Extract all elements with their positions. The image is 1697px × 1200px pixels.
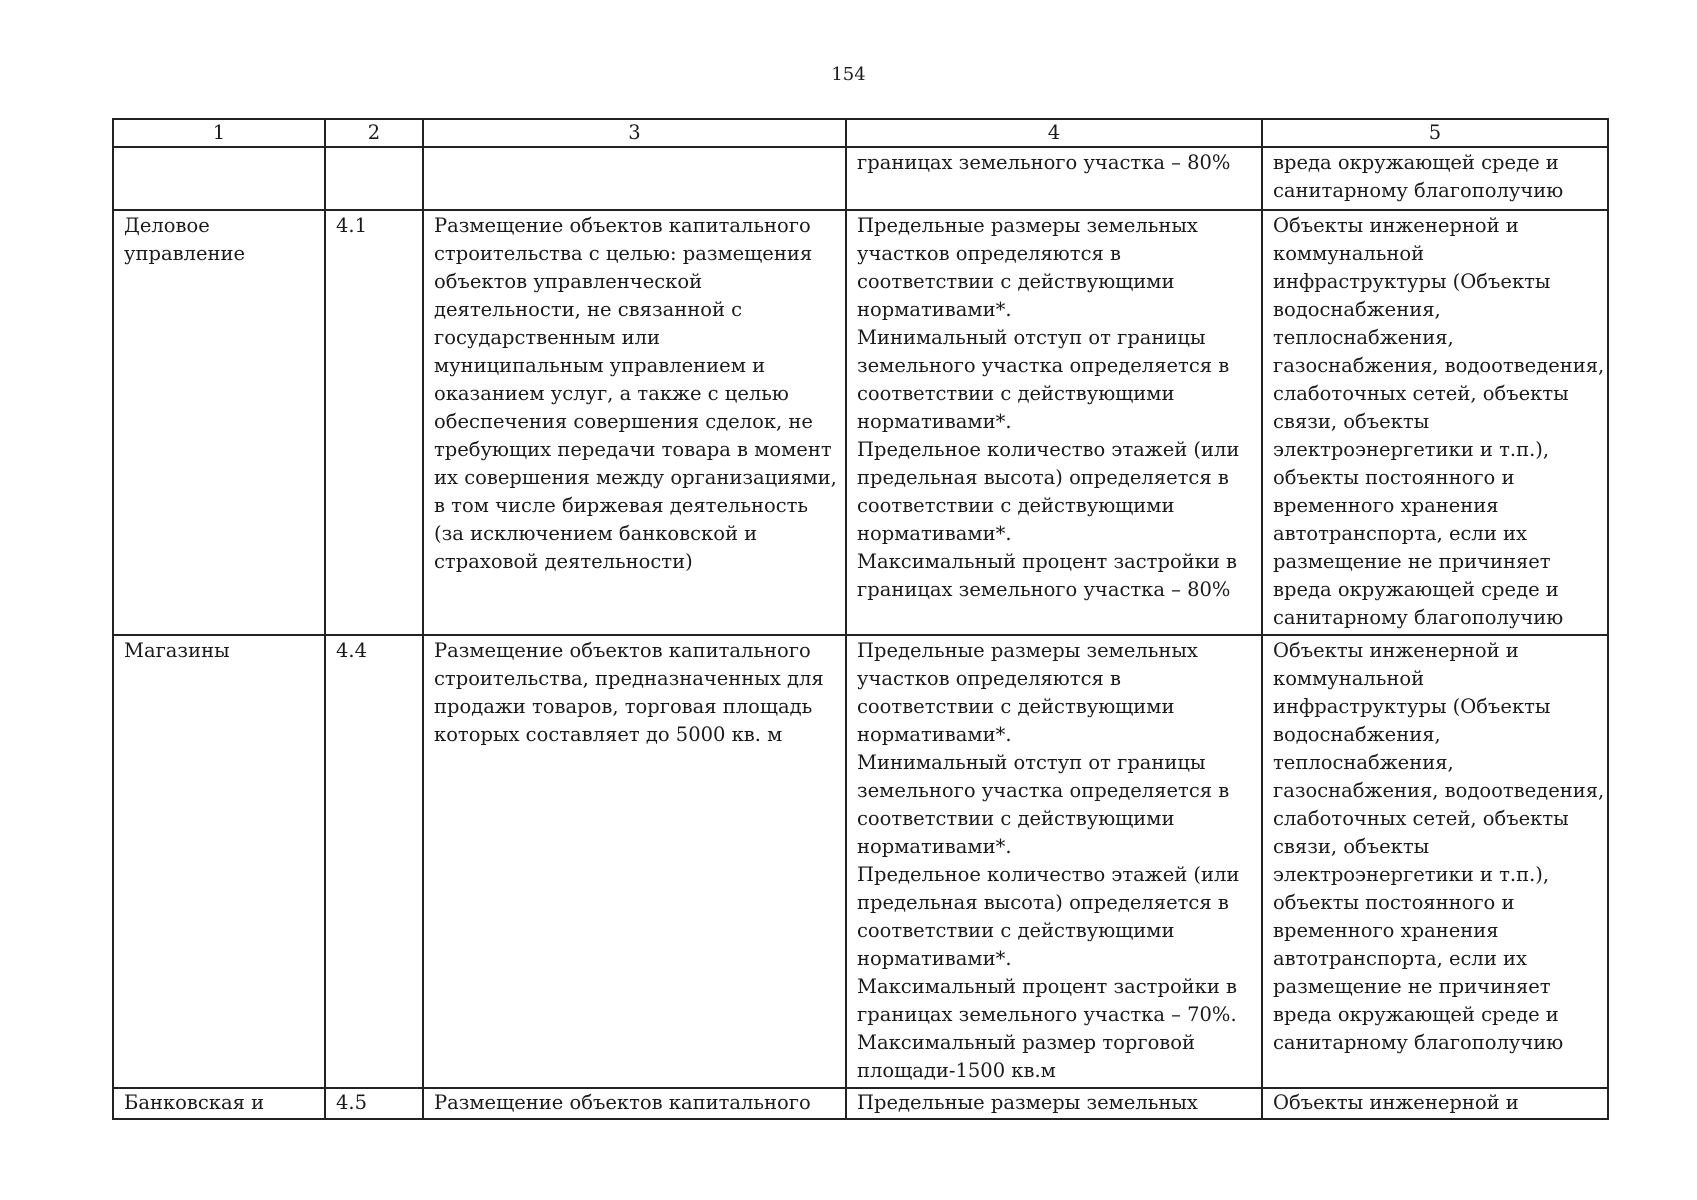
column-header: 4: [846, 119, 1262, 147]
cell-text-line: государственным или: [434, 326, 660, 349]
cell-text-line: строительства с целью: размещения: [434, 242, 813, 265]
cell-text-line: слаботочных сетей, объекты: [1273, 382, 1569, 405]
cell-text-line: коммунальной: [1273, 667, 1425, 690]
table-row: [113, 147, 1608, 210]
cell-text-line: нормативами*.: [857, 410, 1012, 433]
cell-text-line: продажи товаров, торговая площадь: [434, 695, 813, 718]
conditions-cell: [1262, 635, 1608, 1088]
cell-text-line: участков определяются в: [857, 242, 1121, 265]
cell-text-line: автотранспорта, если их: [1273, 522, 1528, 545]
use-name-cell: [113, 147, 325, 210]
table-header-row: [113, 119, 1608, 147]
cell-text-line: соответствии с действующими: [857, 919, 1175, 942]
code-cell: [325, 147, 423, 210]
code-cell: 4.1: [325, 210, 423, 635]
cell-text-line: Деловое: [124, 214, 210, 237]
cell-text-line: нормативами*.: [857, 835, 1012, 858]
parameters-cell: [846, 210, 1262, 635]
cell-text-line: коммунальной: [1273, 242, 1425, 265]
cell-text-line: предельная высота) определяется в: [857, 466, 1229, 489]
cell-text-line: Предельное количество этажей (или: [857, 438, 1240, 461]
cell-text-line: электроэнергетики и т.п.),: [1273, 438, 1550, 461]
description-cell: [423, 147, 846, 210]
table-row: [113, 635, 1608, 1088]
cell-text-line: Размещение объектов капитального: [434, 639, 811, 662]
cell-text-line: которых составляет до 5000 кв. м: [434, 723, 783, 746]
cell-text-line: соответствии с действующими: [857, 695, 1175, 718]
cell-text-line: Минимальный отступ от границы: [857, 751, 1206, 774]
cell-text-line: вреда окружающей среде и: [1273, 151, 1559, 174]
cell-text-line: (за исключением банковской и: [434, 522, 758, 545]
description-cell: [423, 210, 846, 635]
cell-text-line: Минимальный отступ от границы: [857, 326, 1206, 349]
column-header: 3: [423, 119, 846, 147]
cell-text-line: земельного участка определяется в: [857, 779, 1230, 802]
cell-text-line: соответствии с действующими: [857, 382, 1175, 405]
conditions-cell: [1262, 1088, 1608, 1119]
cell-text-line: в том числе биржевая деятельность: [434, 494, 809, 517]
cell-text-line: инфраструктуры (Объекты: [1273, 695, 1551, 718]
column-header: 5: [1262, 119, 1608, 147]
cell-text-line: соответствии с действующими: [857, 494, 1175, 517]
cell-text-line: водоснабжения,: [1273, 298, 1441, 321]
table-row: [113, 210, 1608, 635]
cell-text-line: соответствии с действующими: [857, 270, 1175, 293]
cell-text-line: вреда окружающей среде и: [1273, 1003, 1559, 1026]
use-name-cell: [113, 635, 325, 1088]
cell-text-line: санитарному благополучию: [1273, 179, 1564, 202]
cell-text-line: связи, объекты: [1273, 410, 1430, 433]
cell-text-line: Максимальный размер торговой: [857, 1031, 1196, 1054]
description-cell: [423, 635, 846, 1088]
cell-text-line: оказанием услуг, а также с целью: [434, 382, 789, 405]
cell-text-line: страховой деятельности): [434, 550, 693, 573]
cell-text-line: строительства, предназначенных для: [434, 667, 824, 690]
cell-text-line: Максимальный процент застройки в: [857, 550, 1238, 573]
conditions-cell: [1262, 147, 1608, 210]
cell-text-line: участков определяются в: [857, 667, 1121, 690]
cell-text-line: слаботочных сетей, объекты: [1273, 807, 1569, 830]
column-header: 2: [325, 119, 423, 147]
cell-text-line: санитарному благополучию: [1273, 606, 1564, 629]
cell-text-line: площади-1500 кв.м: [857, 1059, 1056, 1082]
table-row: [113, 1088, 1608, 1119]
cell-text-line: границах земельного участка – 70%.: [857, 1003, 1237, 1026]
cell-text-line: электроэнергетики и т.п.),: [1273, 863, 1550, 886]
cell-text-line: теплоснабжения,: [1273, 326, 1454, 349]
cell-text-line: нормативами*.: [857, 522, 1012, 545]
cell-text-line: теплоснабжения,: [1273, 751, 1454, 774]
parameters-cell: [846, 1088, 1262, 1119]
cell-text-line: земельного участка определяется в: [857, 354, 1230, 377]
cell-text-line: вреда окружающей среде и: [1273, 578, 1559, 601]
cell-text-line: Максимальный процент застройки в: [857, 975, 1238, 998]
cell-text-line: нормативами*.: [857, 723, 1012, 746]
cell-text-line: границах земельного участка – 80%: [857, 578, 1231, 601]
cell-text-line: Объекты инженерной и: [1273, 214, 1519, 237]
cell-text-line: нормативами*.: [857, 947, 1012, 970]
description-cell: [423, 1088, 846, 1119]
cell-text-line: соответствии с действующими: [857, 807, 1175, 830]
regulations-table: [112, 118, 1609, 1120]
cell-text-line: Объекты инженерной и: [1273, 1091, 1519, 1114]
use-name-cell: [113, 1088, 325, 1119]
cell-text-line: Размещение объектов капитального: [434, 1091, 811, 1114]
cell-text-line: объекты постоянного и: [1273, 891, 1515, 914]
cell-text-line: деятельности, не связанной с: [434, 298, 743, 321]
parameters-cell: [846, 147, 1262, 210]
cell-text-line: размещение не причиняет: [1273, 550, 1551, 573]
cell-text-line: временного хранения: [1273, 494, 1499, 517]
cell-text-line: обеспечения совершения сделок, не: [434, 410, 813, 433]
cell-text-line: Предельные размеры земельных: [857, 1091, 1198, 1114]
column-header: 1: [113, 119, 325, 147]
cell-text-line: Предельное количество этажей (или: [857, 863, 1240, 886]
cell-text-line: Предельные размеры земельных: [857, 214, 1198, 237]
conditions-cell: [1262, 210, 1608, 635]
cell-text-line: инфраструктуры (Объекты: [1273, 270, 1551, 293]
cell-text-line: газоснабжения, водоотведения,: [1273, 779, 1605, 802]
cell-text-line: водоснабжения,: [1273, 723, 1441, 746]
use-name-cell: [113, 210, 325, 635]
cell-text-line: предельная высота) определяется в: [857, 891, 1229, 914]
cell-text-line: автотранспорта, если их: [1273, 947, 1528, 970]
cell-text-line: временного хранения: [1273, 919, 1499, 942]
cell-text-line: объекты постоянного и: [1273, 466, 1515, 489]
cell-text-line: газоснабжения, водоотведения,: [1273, 354, 1605, 377]
cell-text-line: размещение не причиняет: [1273, 975, 1551, 998]
cell-text-line: Банковская и: [124, 1091, 265, 1114]
cell-text-line: нормативами*.: [857, 298, 1012, 321]
cell-text-line: их совершения между организациями,: [434, 466, 837, 489]
cell-text-line: Предельные размеры земельных: [857, 639, 1198, 662]
cell-text-line: санитарному благополучию: [1273, 1031, 1564, 1054]
cell-text-line: границах земельного участка – 80%: [857, 151, 1231, 174]
parameters-cell: [846, 635, 1262, 1088]
cell-text-line: муниципальным управлением и: [434, 354, 766, 377]
code-cell: 4.5: [325, 1088, 423, 1119]
cell-text-line: Объекты инженерной и: [1273, 639, 1519, 662]
page-number: 154: [831, 64, 866, 85]
cell-text-line: связи, объекты: [1273, 835, 1430, 858]
cell-text-line: объектов управленческой: [434, 270, 703, 293]
cell-text-line: требующих передачи товара в момент: [434, 438, 832, 461]
cell-text-line: Размещение объектов капитального: [434, 214, 811, 237]
cell-text-line: управление: [124, 242, 246, 265]
code-cell: 4.4: [325, 635, 423, 1088]
cell-text-line: Магазины: [124, 639, 230, 662]
